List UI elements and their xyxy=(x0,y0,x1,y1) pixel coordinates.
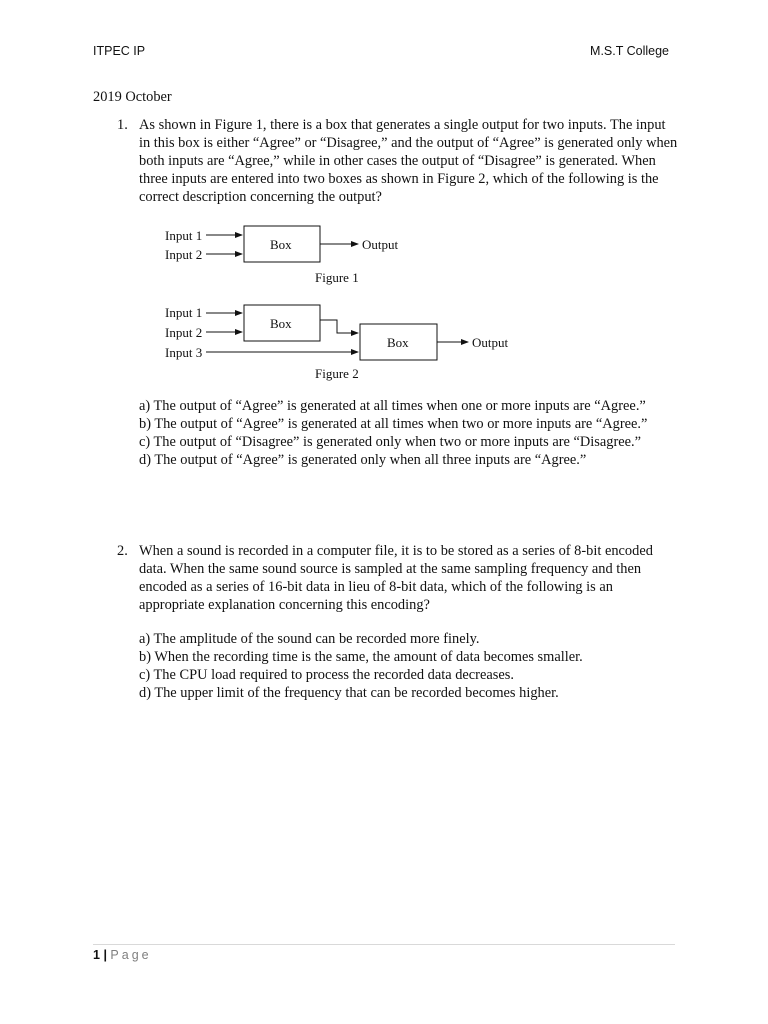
option-2a: a) The amplitude of the sound can be recorded more finely. xyxy=(139,631,480,647)
question-2-number: 2. xyxy=(117,543,128,559)
question-1-number: 1. xyxy=(117,117,128,133)
fig2-box1-label: Box xyxy=(270,316,292,331)
exam-date: 2019 October xyxy=(93,89,172,105)
question-1-figures xyxy=(0,0,768,400)
question-2-text: When a sound is recorded in a computer file, it is to be stored as a series of 8-bit encoded data. When the same sound source is sampled at the same sampling frequency and then encoded as a series of 16-bit data in lieu of 8-bit data, which of the following is an appropriate explanation concerning this encoding? xyxy=(139,543,653,613)
fig2-input3-label: Input 3 xyxy=(165,345,203,360)
fig2-box2-label: Box xyxy=(387,335,409,350)
page-footer xyxy=(93,948,152,962)
fig2-input2-label: Input 2 xyxy=(165,325,203,340)
fig1-output-label: Output xyxy=(362,237,399,252)
fig1-input1-label: Input 1 xyxy=(165,228,203,243)
footer-divider xyxy=(93,944,675,945)
header-left: ITPEC IP xyxy=(93,44,146,58)
option-2b: b) When the recording time is the same, the amount of data becomes smaller. xyxy=(139,649,583,665)
option-1c: c) The output of “Disagree” is generated only when two or more inputs are “Disagree.” xyxy=(139,434,642,450)
page-number: 1 xyxy=(93,948,100,962)
figure-2 xyxy=(165,305,509,381)
header-right: M.S.T College xyxy=(590,44,669,58)
question-1-options xyxy=(139,397,679,469)
fig2-box1-to-box2-arrow xyxy=(320,320,358,333)
figure-1 xyxy=(165,226,399,285)
option-2c: c) The CPU load required to process the recorded data decreases. xyxy=(139,667,514,683)
fig2-input1-label: Input 1 xyxy=(165,305,203,320)
fig1-input2-label: Input 2 xyxy=(165,247,203,262)
fig2-caption: Figure 2 xyxy=(315,366,359,381)
question-2-options xyxy=(139,630,679,702)
page-label: Page xyxy=(110,948,152,962)
option-1d: d) The output of “Agree” is generated only when all three inputs are “Agree.” xyxy=(139,452,587,468)
fig1-box-label: Box xyxy=(270,237,292,252)
option-2d: d) The upper limit of the frequency that can be recorded becomes higher. xyxy=(139,685,559,701)
question-1-text: As shown in Figure 1, there is a box that generates a single output for two inputs. The input in this box is either “Agree” or “Disagree,” and the output of “Agree” is generated only when both inputs are “Agree,” while in other cases the output of “Disagree” is generated. When three inputs are entered into two boxes as shown in Figure 2, which of the following is the correct description concerning the output? xyxy=(139,117,678,205)
option-1b: b) The output of “Agree” is generated at all times when two or more inputs are “Agree.” xyxy=(139,416,648,432)
fig1-caption: Figure 1 xyxy=(315,270,359,285)
option-1a: a) The output of “Agree” is generated at all times when one or more inputs are “Agree.” xyxy=(139,398,646,414)
fig2-output-label: Output xyxy=(472,335,509,350)
footer-separator: | xyxy=(103,948,107,962)
